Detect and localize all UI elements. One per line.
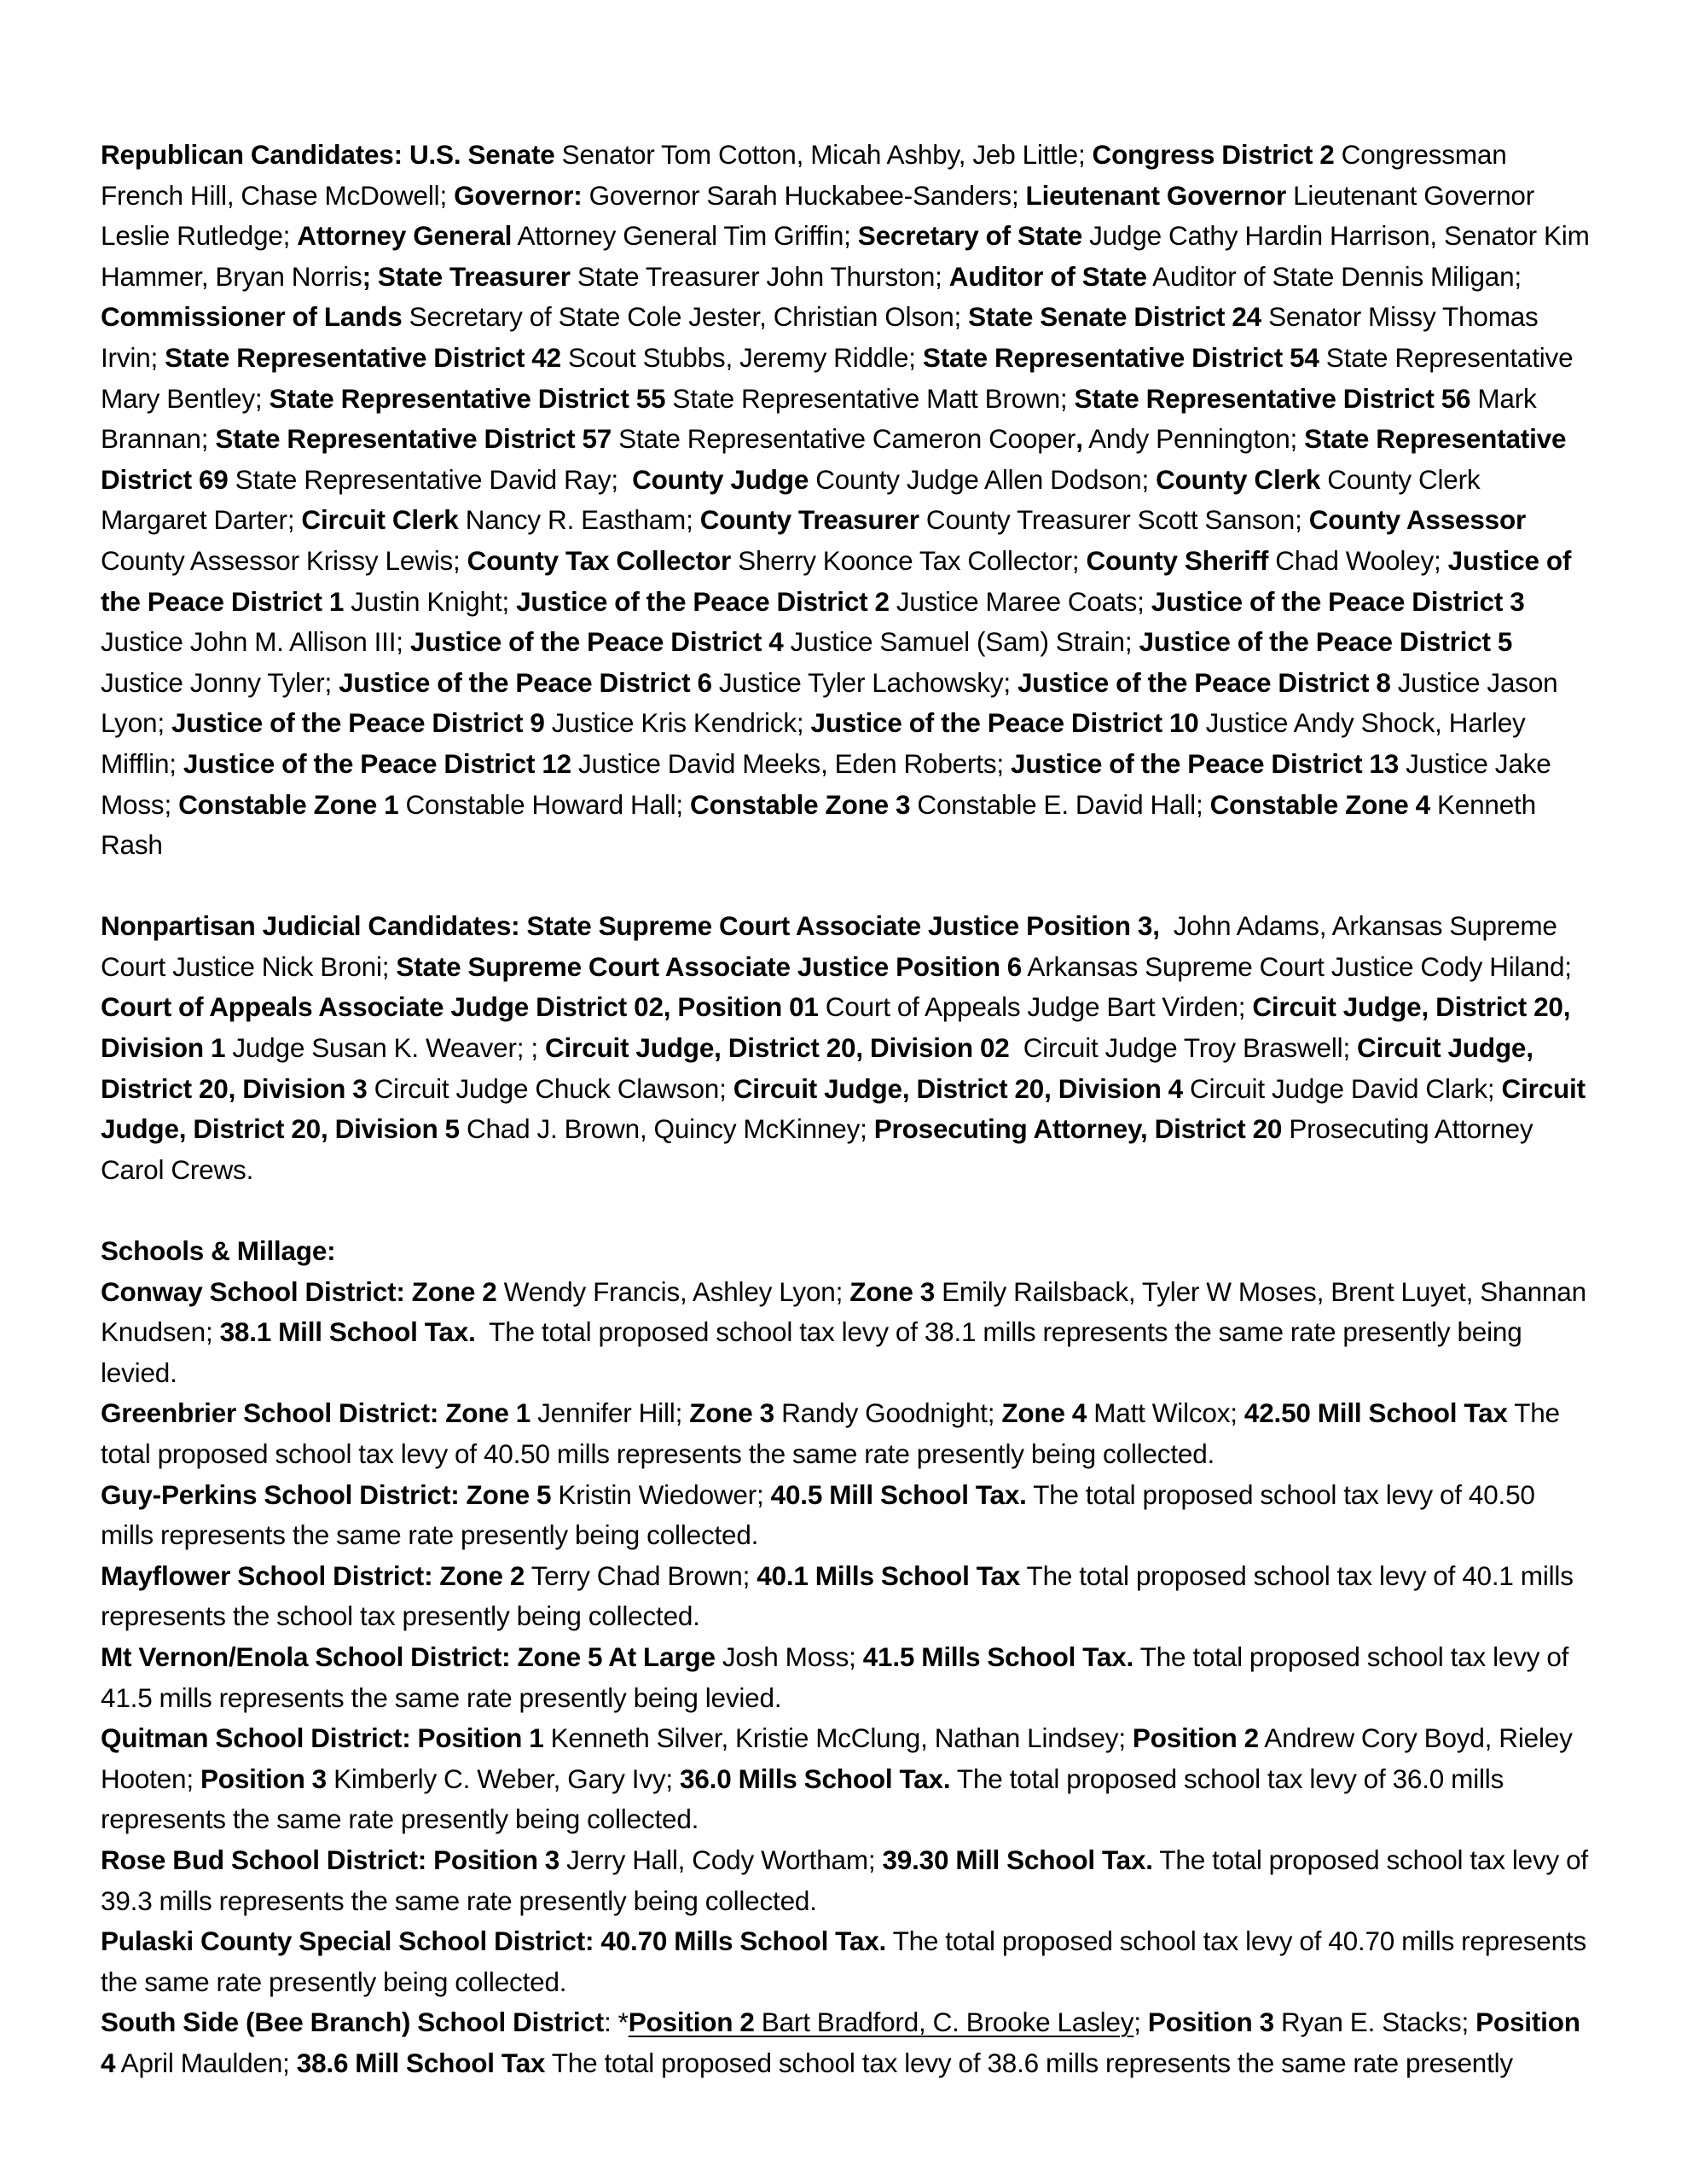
republican-candidates-paragraph-run: Auditor of State [948,260,1147,292]
greenbrier-school-district-paragraph-run: Matt Wilcox; [1087,1397,1244,1429]
mayflower-school-district-paragraph [101,1556,1591,1637]
republican-candidates-paragraph-run: Andy Pennington; [1082,423,1305,455]
republican-candidates-paragraph-run: County Judge [632,463,809,495]
nonpartisan-judicial-candidates-paragraph-run: Chad J. Brown, Quincy McKinney; [459,1113,874,1145]
republican-candidates-paragraph-run: Justin Knight; [344,585,517,617]
document-body [101,135,1597,2084]
blank-line [101,1190,1591,1231]
south-side-school-district-paragraph-run: Ryan E. Stacks; [1273,2007,1476,2038]
republican-candidates-paragraph-run: Justice of the Peace District 1 [101,544,1579,617]
republican-candidates-paragraph-run: Sherry Koonce Tax Collector; [731,544,1087,576]
republican-candidates-paragraph-run: Judge Cathy Hardin Harrison, Senator Kim Hammer, Bryan Norris [101,220,1597,292]
republican-candidates-paragraph-run: Justice of the Peace District 5 [1139,626,1513,658]
blank-line-run [101,1194,107,1225]
republican-candidates-paragraph-run: Justice Andy Shock, Harley Mifflin; [101,707,1533,779]
south-side-school-district-paragraph-run: : * [604,2007,629,2038]
quitman-school-district-paragraph-run: Kenneth Silver, Kristie McClung, Nathan Lindsey; [543,1722,1133,1754]
republican-candidates-paragraph-run: Lieutenant Governor [1025,179,1287,211]
republican-candidates-paragraph-run: County Tax Collector [467,544,732,576]
nonpartisan-judicial-candidates-paragraph-run: Court of Appeals Judge Bart Virden; [818,991,1253,1023]
republican-candidates-paragraph-run: Constable Zone 3 [690,788,911,820]
republican-candidates-paragraph-run: County Assessor Krissy Lewis; [101,504,1533,576]
south-side-school-district-paragraph-run: Bart Bradford, C. Brooke Lasley [754,2007,1134,2038]
republican-candidates-paragraph-run: Justice Samuel (Sam) Strain; [783,626,1139,658]
south-side-school-district-paragraph-run: April Maulden; [115,2047,297,2078]
republican-candidates-paragraph-run: Justice of the Peace District 4 [409,626,784,658]
republican-candidates-paragraph-run: Justice of the Peace District 3 [1151,585,1525,617]
rose-bud-school-district-paragraph-run: 39.30 Mill School Tax. [882,1844,1153,1875]
republican-candidates-paragraph-run: Secretary of State Cole Jester, Christian Olson; [402,301,969,333]
republican-candidates-paragraph-run: Chad Wooley; [1268,544,1448,576]
republican-candidates-paragraph-run: Justice of the Peace District 8 [1017,666,1391,698]
nonpartisan-judicial-candidates-paragraph-run: Arkansas Supreme Court Justice Cody Hiland; [1022,950,1579,982]
republican-candidates-paragraph-run: County Judge Allen Dodson; [809,463,1157,495]
republican-candidates-paragraph-run: Constable Zone 1 [178,788,399,820]
pulaski-county-school-district-paragraph [101,1921,1594,2002]
south-side-school-district-paragraph-run: Position 4 [101,2007,1587,2078]
republican-candidates-paragraph-run: County Clerk [1156,463,1321,495]
quitman-school-district-paragraph [101,1718,1591,1840]
republican-candidates-paragraph-run: Senator Tom Cotton, Micah Ashby, Jeb Little; [554,139,1093,170]
mayflower-school-district-paragraph-run: Terry Chad Brown; [525,1560,757,1591]
republican-candidates-paragraph-run: Auditor of State Dennis Miligan; [1146,260,1529,292]
nonpartisan-judicial-candidates-paragraph-run: State Supreme Court Associate Justice Position 6 [396,950,1023,982]
republican-candidates-paragraph-run: State Representative District 55 [269,382,666,414]
republican-candidates-paragraph-run: State Representative District 57 [215,423,612,455]
republican-candidates-paragraph-run: State Representative District 42 [165,341,561,373]
mt-vernon-enola-school-district-paragraph-run: Josh Moss; [715,1641,863,1672]
republican-candidates-paragraph-run: Commissioner of Lands [101,301,403,333]
rose-bud-school-district-paragraph [101,1840,1596,1921]
republican-candidates-paragraph-run: State Treasurer John Thurston; [570,260,949,292]
republican-candidates-paragraph-run: Mark Brannan; [101,382,1544,455]
south-side-school-district-paragraph-run: The total proposed school tax levy of 38.6 mills represents the same rate presently [545,2047,1513,2078]
republican-candidates-paragraph-run: Justice Jake Moss; [101,747,1558,820]
republican-candidates-paragraph-run: State Representative District 56 [1074,382,1471,414]
nonpartisan-judicial-candidates-paragraph-run: Prosecuting Attorney Carol Crews. [101,1113,1540,1185]
rose-bud-school-district-paragraph-run: Rose Bud School District: Position 3 [101,1844,560,1875]
republican-candidates-paragraph-run: County Sheriff [1086,544,1269,576]
mayflower-school-district-paragraph-run: 40.1 Mills School Tax [757,1560,1021,1591]
nonpartisan-judicial-candidates-paragraph-run: Circuit Judge, District 20, Division 5 [101,1072,1592,1145]
republican-candidates-paragraph-run: State Representative Cameron Cooper [612,423,1076,455]
republican-candidates-paragraph-run: Congress District 2 [1092,139,1335,170]
republican-candidates-paragraph-run: Justice Tyler Lachowsky; [711,666,1017,698]
south-side-school-district-paragraph-run: South Side (Bee Branch) School District [101,2007,605,2038]
republican-candidates-paragraph-run: County Treasurer [699,504,919,536]
republican-candidates-paragraph-run: Nancy R. Eastham; [458,504,700,536]
blank-line [101,866,1591,907]
south-side-school-district-paragraph-run: 38.6 Mill School Tax [296,2047,546,2078]
mt-vernon-enola-school-district-paragraph-run: Mt Vernon/Enola School District: Zone 5 At Large [101,1641,716,1672]
republican-candidates-paragraph-run: Justice of the Peace District 10 [810,707,1199,739]
republican-candidates-paragraph-run: Justice Kris Kendrick; [544,707,811,739]
mayflower-school-district-paragraph-run: The total proposed school tax levy of 40.1 mills represents the school tax presently being collected. [101,1560,1580,1632]
greenbrier-school-district-paragraph-run: Jennifer Hill; [530,1397,690,1429]
pulaski-county-school-district-paragraph-run: The total proposed school tax levy of 40.70 mills represents the same rate presently being collected. [101,1926,1594,1997]
guy-perkins-school-district-paragraph-run: The total proposed school tax levy of 40.50 mills represents the same rate presently being collected. [101,1478,1542,1551]
nonpartisan-judicial-candidates-paragraph [101,906,1591,1190]
pulaski-county-school-district-paragraph-run: Pulaski County Special School District: 40.70 Mills School Tax. [101,1926,887,1957]
republican-candidates-paragraph-run: State Representative Mary Bentley; [101,341,1580,414]
republican-candidates-paragraph-run: Justice David Meeks, Eden Roberts; [571,747,1011,779]
nonpartisan-judicial-candidates-paragraph-run: Circuit Judge, District 20, Division 3 [101,1032,1540,1104]
republican-candidates-paragraph-run: Justice of the Peace District 9 [171,707,545,739]
republican-candidates-paragraph-run: ; State Treasurer [362,260,571,292]
south-side-school-district-paragraph-run: Position 2 [628,2007,755,2038]
schools-millage-heading [101,1231,1591,1272]
guy-perkins-school-district-paragraph-run: Guy-Perkins School District: Zone 5 [101,1478,552,1510]
conway-school-district-paragraph-run: The total proposed school tax levy of 38.1 mills represents the same rate presently being levied. [101,1316,1529,1388]
conway-school-district-paragraph-run: Zone 3 [849,1275,936,1307]
republican-candidates-paragraph-run: Constable Zone 4 [1209,788,1430,820]
greenbrier-school-district-paragraph-run: Greenbrier School District: Zone 1 [101,1397,531,1429]
republican-candidates-paragraph-run: State Representative David Ray; [228,463,633,495]
republican-candidates-paragraph-run: County Assessor [1308,504,1527,536]
nonpartisan-judicial-candidates-paragraph-run: Circuit Judge, District 20, Division 4 [733,1072,1183,1104]
republican-candidates-paragraph-run: County Clerk Margaret Darter; [101,463,1487,536]
guy-perkins-school-district-paragraph-run: Kristin Wiedower; [551,1478,771,1510]
quitman-school-district-paragraph-run: Kimberly C. Weber, Gary Ivy; [327,1763,681,1794]
republican-candidates-paragraph-run: Justice Jason Lyon; [101,666,1565,739]
conway-school-district-paragraph-run: Wendy Francis, Ashley Lyon; [496,1275,850,1307]
guy-perkins-school-district-paragraph [101,1475,1591,1556]
republican-candidates-paragraph-run: Scout Stubbs, Jeremy Riddle; [560,341,923,373]
republican-candidates-paragraph-run: Circuit Clerk [301,504,459,536]
republican-candidates-paragraph-run: Justice Maree Coats; [889,585,1151,617]
quitman-school-district-paragraph-run: Position 2 [1132,1722,1259,1754]
nonpartisan-judicial-candidates-paragraph-run: Circuit Judge David Clark; [1183,1072,1502,1104]
south-side-school-district-paragraph-run: Position 3 [1147,2007,1274,2038]
nonpartisan-judicial-candidates-paragraph-run: John Adams, Arkansas Supreme Court Justice Nick Broni; [101,910,1564,982]
mt-vernon-enola-school-district-paragraph-run: 41.5 Mills School Tax. [862,1641,1134,1672]
nonpartisan-judicial-candidates-paragraph-run: Circuit Judge Chuck Clawson; [367,1072,733,1104]
greenbrier-school-district-paragraph-run: Randy Goodnight; [774,1397,1002,1429]
republican-candidates-paragraph-run: State Representative District 54 [922,341,1319,373]
republican-candidates-paragraph-run: State Representative Matt Brown; [665,382,1075,414]
republican-candidates-paragraph-run: State Senate District 24 [968,301,1262,333]
republican-candidates-paragraph-run: Lieutenant Governor Leslie Rutledge; [101,179,1542,252]
rose-bud-school-district-paragraph-run: Jerry Hall, Cody Wortham; [559,1844,883,1875]
conway-school-district-paragraph-run: Conway School District: Zone 2 [101,1275,497,1307]
mt-vernon-enola-school-district-paragraph [101,1637,1591,1718]
republican-candidates-paragraph-run: Justice of the Peace District 6 [339,666,712,698]
conway-school-district-paragraph [101,1272,1591,1394]
republican-candidates-paragraph-run: County Treasurer Scott Sanson; [919,504,1309,536]
republican-candidates-paragraph-run: Constable E. David Hall; [910,788,1210,820]
republican-candidates-paragraph-run: Justice of the Peace District 2 [516,585,890,617]
greenbrier-school-district-paragraph-run: Zone 4 [1001,1397,1087,1429]
republican-candidates-paragraph-run: Kenneth Rash [101,788,1543,861]
republican-candidates-paragraph [101,135,1597,866]
republican-candidates-paragraph-run: Governor Sarah Huckabee-Sanders; [582,179,1026,211]
quitman-school-district-paragraph-run: Andrew Cory Boyd, Rieley Hooten; [101,1722,1580,1794]
nonpartisan-judicial-candidates-paragraph-run: Circuit Judge, District 20, Division 02 [544,1032,1010,1064]
rose-bud-school-district-paragraph-run: The total proposed school tax levy of 39.3 mills represents the same rate presently being collected. [101,1844,1596,1916]
nonpartisan-judicial-candidates-paragraph-run: Nonpartisan Judicial Candidates: State Supreme Court Associate Justice Position 3, [101,910,1160,942]
republican-candidates-paragraph-run: Attorney General [297,220,513,252]
republican-candidates-paragraph-run: State Representative District 69 [101,423,1574,495]
mayflower-school-district-paragraph-run: Mayflower School District: Zone 2 [101,1560,525,1591]
mt-vernon-enola-school-district-paragraph-run: The total proposed school tax levy of 41.5 mills represents the same rate presently being levied. [101,1641,1576,1713]
republican-candidates-paragraph-run: Justice John M. Allison III; [101,585,1532,658]
conway-school-district-paragraph-run: 38.1 Mill School Tax. [219,1316,476,1348]
republican-candidates-paragraph-run: , [1075,423,1083,455]
south-side-school-district-paragraph [101,2002,1591,2083]
greenbrier-school-district-paragraph-run: Zone 3 [689,1397,775,1429]
nonpartisan-judicial-candidates-paragraph-run: Court of Appeals Associate Judge District 02, Position 01 [101,991,819,1023]
schools-millage-heading-run: Schools & Millage: [101,1235,336,1267]
republican-candidates-paragraph-run: Senator Missy Thomas Irvin; [101,301,1545,373]
quitman-school-district-paragraph-run: The total proposed school tax levy of 36.0 mills represents the same rate presently being collected. [101,1763,1511,1835]
quitman-school-district-paragraph-run: Position 3 [200,1763,328,1794]
greenbrier-school-district-paragraph-run: The total proposed school tax levy of 40.50 mills represents the same rate presently being collected. [101,1397,1567,1469]
nonpartisan-judicial-candidates-paragraph-run: Judge Susan K. Weaver; ; [225,1032,545,1064]
quitman-school-district-paragraph-run: Quitman School District: Position 1 [101,1722,544,1754]
republican-candidates-paragraph-run: Congressman French Hill, Chase McDowell; [101,139,1514,211]
nonpartisan-judicial-candidates-paragraph-run: Circuit Judge Troy Braswell; [1009,1032,1358,1064]
republican-candidates-paragraph-run: Constable Howard Hall; [398,788,691,820]
quitman-school-district-paragraph-run: 36.0 Mills School Tax. [680,1763,951,1794]
republican-candidates-paragraph-run: Governor: [454,179,583,211]
nonpartisan-judicial-candidates-paragraph-run: Prosecuting Attorney, District 20 [873,1113,1283,1145]
republican-candidates-paragraph-run: Attorney General Tim Griffin; [512,220,858,252]
republican-candidates-paragraph-run: Justice of the Peace District 13 [1011,747,1400,779]
south-side-school-district-paragraph-run: ; [1133,2007,1148,2038]
guy-perkins-school-district-paragraph-run: 40.5 Mill School Tax. [770,1478,1027,1510]
republican-candidates-paragraph-run: Justice of the Peace District 12 [183,747,571,779]
nonpartisan-judicial-candidates-paragraph-run: Circuit Judge, District 20, Division 1 [101,991,1578,1064]
greenbrier-school-district-paragraph [101,1393,1591,1474]
greenbrier-school-district-paragraph-run: 42.50 Mill School Tax [1244,1397,1508,1429]
republican-candidates-paragraph-run: Justice Jonny Tyler; [101,626,1520,698]
republican-candidates-paragraph-run: Republican Candidates: U.S. Senate [101,139,555,170]
conway-school-district-paragraph-run: Emily Railsback, Tyler W Moses, Brent Luyet, Shannan Knudsen; [101,1275,1593,1348]
blank-line-run [101,870,107,901]
republican-candidates-paragraph-run: Secretary of State [857,220,1083,252]
